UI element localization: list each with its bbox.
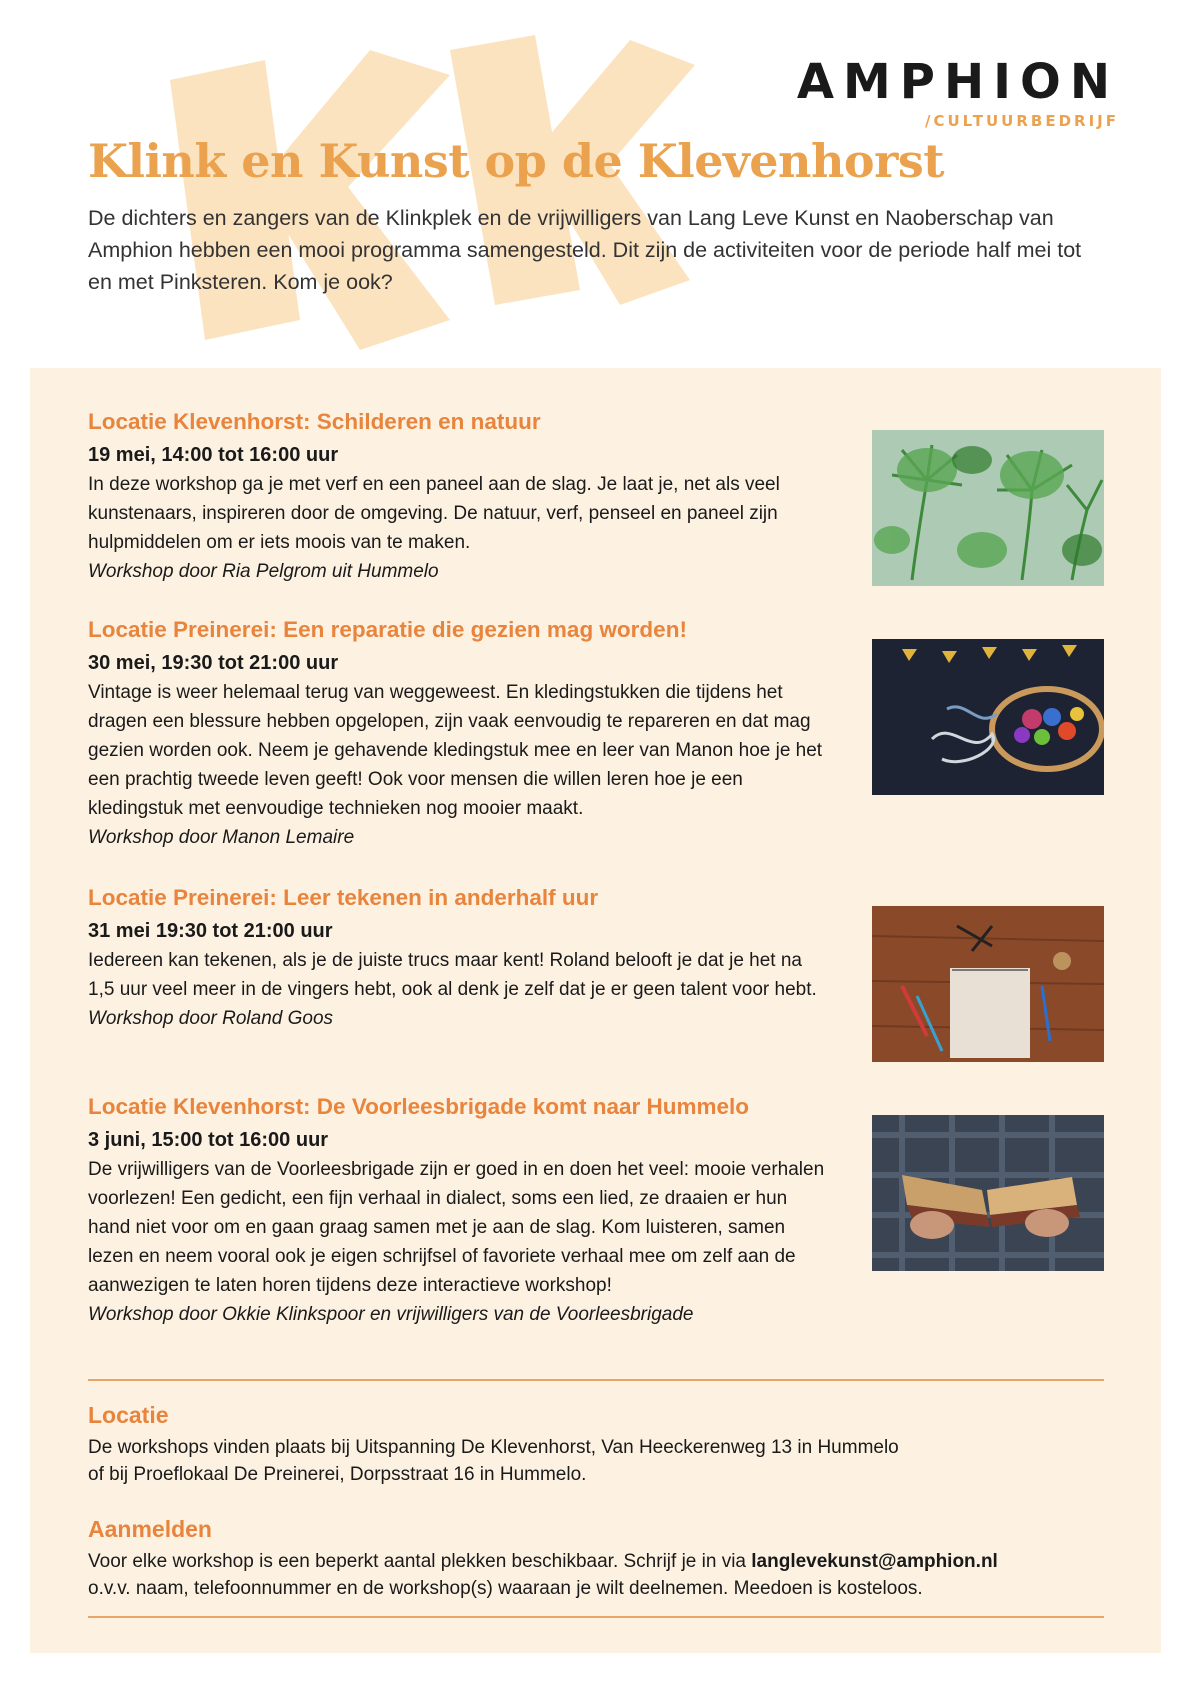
workshop-date: 30 mei, 19:30 tot 21:00 uur <box>88 652 339 674</box>
divider-bottom <box>88 1616 1104 1618</box>
painting-photo <box>872 430 1104 586</box>
aanmelden-line-2: o.v.v. naam, telefoonnummer en de workshop(s) waaraan je wilt deelnemen. Meedoen is kosteloos. <box>88 1578 923 1599</box>
locatie-heading: Locatie <box>88 1402 169 1428</box>
workshop-description: Vintage is weer helemaal terug van weggeweest. En kledingstukken die tijdens het dragen een blessure hebben opgelopen, zijn vaak eenvoudig te repareren en dat mag gezien worden ook. Neem je gehavende kledingstuk mee en leer van Manon hoe je het een prachtig tweede leven geeft! Ook voor mensen die willen leren hoe je een kledingstuk met eenvoudige technieken nog mooier maakt. <box>88 682 823 819</box>
workshop-heading: Locatie Preinerei: Leer tekenen in anderhalf uur <box>88 885 599 910</box>
amphion-logo <box>796 54 1119 130</box>
aanmelden-line-1 <box>88 1548 1104 1575</box>
aanmelden-text: Voor elke workshop is een beperkt aantal plekken beschikbaar. Schrijf je in via <box>88 1551 752 1572</box>
workshop-reading <box>88 1092 828 1329</box>
workshop-heading: Locatie Klevenhorst: Schilderen en natuur <box>88 409 541 434</box>
workshop-date: 31 mei 19:30 tot 21:00 uur <box>88 920 333 942</box>
sketchbook-photo <box>872 906 1104 1062</box>
workshop-painting <box>88 407 828 586</box>
locatie-line-2: of bij Proeflokaal De Preinerei, Dorpsstraat 16 in Hummelo. <box>88 1464 587 1485</box>
signup-email-link[interactable]: langlevekunst@amphion.nl <box>751 1551 998 1572</box>
locatie-line-1: De workshops vinden plaats bij Uitspanning De Klevenhorst, Van Heeckerenweg 13 in Hummelo <box>88 1437 899 1458</box>
embroidery-photo <box>872 639 1104 795</box>
workshop-heading: Locatie Preinerei: Een reparatie die gezien mag worden! <box>88 617 687 642</box>
kk-watermark-graphic <box>150 20 710 370</box>
workshop-drawing <box>88 883 828 1033</box>
workshop-date: 3 juni, 15:00 tot 16:00 uur <box>88 1129 329 1151</box>
reading-book-photo <box>872 1115 1104 1271</box>
intro-text: De dichters en zangers van de Klinkplek en de vrijwilligers van Lang Leve Kunst en Naoberschap van Amphion hebben een mooi programma samengesteld. Dit zijn de activiteiten voor de periode half mei tot en met Pinksteren. Kom je ook? <box>88 206 1082 294</box>
workshop-host: Workshop door Ria Pelgrom uit Hummelo <box>88 561 439 582</box>
logo-wordmark: AMPHION <box>796 54 1119 110</box>
locatie-section <box>88 1400 1104 1488</box>
workshop-host: Workshop door Okkie Klinkspoor en vrijwilligers van de Voorleesbrigade <box>88 1304 694 1325</box>
logo-subtitle: /CULTUURBEDRIJF <box>925 112 1119 130</box>
workshop-host: Workshop door Roland Goos <box>88 1008 334 1029</box>
aanmelden-section <box>88 1514 1104 1602</box>
workshop-description: In deze workshop ga je met verf en een paneel aan de slag. Je laat je, net als veel kunstenaars, inspireren door de omgeving. De natuur, verf, penseel en paneel zijn hulpmiddelen om er iets moois van te maken. <box>88 474 780 553</box>
divider-top <box>88 1379 1104 1381</box>
workshop-description: De vrijwilligers van de Voorleesbrigade zijn er goed in en doen het veel: mooie verhalen voorlezen! Een gedicht, een fijn verhaal in dialect, soms een lied, ze draaien er hun hand niet voor om en gaan graag samen met je aan de slag. Kom luisteren, samen lezen en neem vooral ook je eigen schrijfsel of favoriete verhaal mee om zelf aan de aanwezigen te laten horen tijdens deze interactieve workshop! <box>88 1159 825 1296</box>
workshop-heading: Locatie Klevenhorst: De Voorleesbrigade komt naar Hummelo <box>88 1094 750 1119</box>
workshop-repair <box>88 615 828 852</box>
workshop-date: 19 mei, 14:00 tot 16:00 uur <box>88 444 339 466</box>
aanmelden-heading: Aanmelden <box>88 1516 212 1542</box>
workshop-host: Workshop door Manon Lemaire <box>88 827 355 848</box>
page-title: Klink en Kunst op de Klevenhorst <box>88 134 944 188</box>
workshop-description: Iedereen kan tekenen, als je de juiste trucs maar kent! Roland belooft je dat je het na 1,5 uur veel meer in de vingers hebt, ook al denk je zelf dat je er geen talent voor hebt. <box>88 950 817 1000</box>
